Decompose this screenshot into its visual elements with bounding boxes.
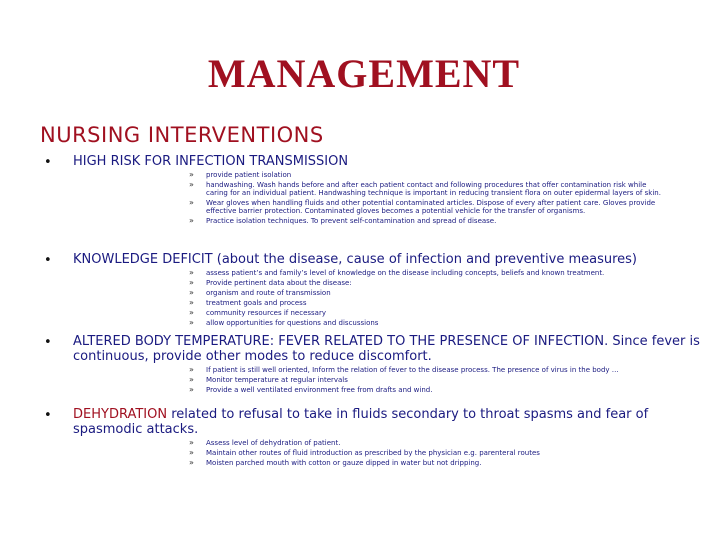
section-keyword: DEHYDRATION xyxy=(73,407,168,422)
sub-bullet-icon: » xyxy=(189,288,194,297)
bullet-icon: • xyxy=(44,408,52,423)
section-heading: NURSING INTERVENTIONS xyxy=(40,123,324,147)
sub-bullet-icon: » xyxy=(189,180,194,189)
bullet-icon: • xyxy=(44,155,52,170)
list-item-text: Monitor temperature at regular intervals xyxy=(206,376,348,384)
list-item xyxy=(189,181,668,197)
sub-bullet-icon: » xyxy=(189,198,194,207)
sub-bullet-icon: » xyxy=(189,308,194,317)
list-item-text: treatment goals and process xyxy=(206,299,307,307)
list-item xyxy=(189,289,668,297)
list-item-text: Moisten parched mouth with cotton or gauze dipped in water but not dripping. xyxy=(206,459,482,467)
list-item-text: Wear gloves when handling fluids and other potential contaminated articles. Dispose of every after patient care. Gloves provide effective barrier protection. Contaminated gloves becomes a potential vehicle for the transfer of organisms. xyxy=(206,199,656,215)
sub-bullet-icon: » xyxy=(189,216,194,225)
sub-bullet-icon: » xyxy=(189,170,194,179)
section-text: ALTERED BODY TEMPERATURE: FEVER RELATED TO THE PRESENCE OF INFECTION. Since fever is continuous, provide other modes to reduce discomfort. xyxy=(73,334,700,364)
section-body-temperature xyxy=(0,334,728,394)
section-text-rest: related to refusal to take in fluids secondary to throat spasms and fear of spasmodic attacks. xyxy=(73,407,649,437)
section-text: HIGH RISK FOR INFECTION TRANSMISSION xyxy=(73,154,349,169)
section-knowledge-deficit xyxy=(0,252,728,327)
list-item-text: handwashing. Wash hands before and after each patient contact and following procedures that offer contamination risk while caring for an individual patient. Handwashing technique is important in reducing transient flora on outer epidermal layers of skin. xyxy=(206,181,661,197)
sub-list xyxy=(189,269,668,327)
sub-bullet-icon: » xyxy=(189,268,194,277)
sub-bullet-icon: » xyxy=(189,318,194,327)
list-item-text: Practice isolation techniques. To prevent self-contamination and spread of disease. xyxy=(206,217,497,225)
sub-bullet-icon: » xyxy=(189,448,194,457)
list-item xyxy=(189,299,668,307)
list-item-text: If patient is still well oriented, Inform the relation of fever to the disease process. The presence of virus in the body … xyxy=(206,366,619,374)
list-item xyxy=(189,376,668,384)
list-item xyxy=(189,366,668,374)
list-item-text: organism and route of transmission xyxy=(206,289,331,297)
list-item xyxy=(189,309,668,317)
list-item-text: Provide a well ventilated environment free from drafts and wind. xyxy=(206,386,433,394)
sub-bullet-icon: » xyxy=(189,438,194,447)
list-item xyxy=(189,217,668,225)
list-item-text: Provide pertinent data about the disease: xyxy=(206,279,352,287)
section-text: KNOWLEDGE DEFICIT (about the disease, cause of infection and preventive measures) xyxy=(73,252,637,267)
list-item-text: Assess level of dehydration of patient. xyxy=(206,439,341,447)
sub-list xyxy=(189,171,668,225)
list-item xyxy=(189,171,668,179)
list-item xyxy=(189,319,668,327)
sub-bullet-icon: » xyxy=(189,278,194,287)
list-item-text: provide patient isolation xyxy=(206,171,292,179)
sub-bullet-icon: » xyxy=(189,385,194,394)
list-item xyxy=(189,386,668,394)
section-infection-transmission xyxy=(0,154,728,225)
sub-bullet-icon: » xyxy=(189,458,194,467)
sub-list xyxy=(189,366,668,394)
list-item xyxy=(189,279,668,287)
list-item-text: community resources if necessary xyxy=(206,309,326,317)
slide-title: MANAGEMENT xyxy=(207,51,521,96)
list-item-text: assess patient’s and family’s level of knowledge on the disease including concepts, beliefs and known treatment. xyxy=(206,269,605,277)
list-item-text: allow opportunities for questions and discussions xyxy=(206,319,379,327)
sub-list xyxy=(189,439,668,467)
list-item xyxy=(189,269,668,277)
section-text xyxy=(73,407,708,437)
bullet-icon: • xyxy=(44,253,52,268)
list-item xyxy=(189,459,668,467)
sub-bullet-icon: » xyxy=(189,375,194,384)
section-dehydration xyxy=(0,407,728,467)
sub-bullet-icon: » xyxy=(189,365,194,374)
sub-bullet-icon: » xyxy=(189,298,194,307)
list-item xyxy=(189,449,668,457)
list-item-text: Maintain other routes of fluid introduction as prescribed by the physician e.g. parenteral routes xyxy=(206,449,540,457)
bullet-icon: • xyxy=(44,335,52,350)
list-item xyxy=(189,199,668,215)
list-item xyxy=(189,439,668,447)
